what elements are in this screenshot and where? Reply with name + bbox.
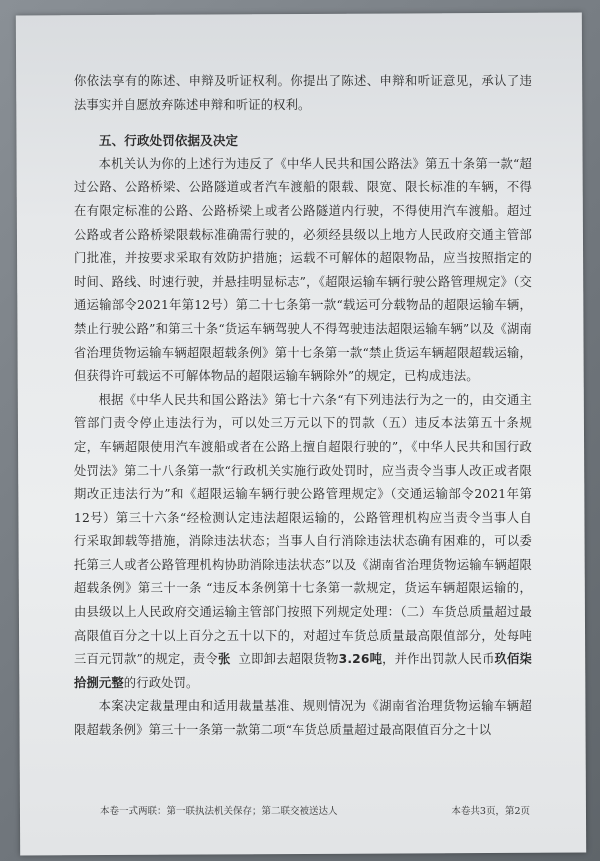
page-footer bbox=[100, 803, 530, 817]
document-body bbox=[74, 70, 532, 743]
penalty-basis-text: 根据《中华人民共和国公路法》第七十六条“有下列违法行为之一的，由交通主管部门责令停止违法行为，可以处三万元以下的罚款（五）违反本法第五十条规定，车辆超限使用汽车渡船或者在公路上擅自超限行驶的”，《中华人民共和国行政处罚法》第二十八条第一款“行政机关实施行政处罚时，应当责令当事人改正或者限期改正违法行为”和《超限运输车辆行驶公路管理规定》（交通运输部令2021年第12号）第三十六条“经检测认定违法超限运输的，公路管理机构应当责令当事人自行采取卸载等措施，消除违法状态；当事人自行消除违法状态确有困难的，可以委托第三人或者公路管理机构协助消除违法状态”以及《湖南省治理货物运输车辆超限超载条例》第三十一条 “违反本条例第十七条第一款规定，货运车辆超限运输的，由县级以上人民政府交通运输主管部门按照下列规定处理：（二）车货总质量超过最高限值百分之十以上百分之五十以下的，对超过车货总质量最高限值部分，处每吨三百元罚款”的规定，责令 bbox=[74, 392, 532, 667]
penalty-fine-text: ，并作出罚款人民币 bbox=[382, 652, 495, 667]
fine-amount: 玖佰柒拾捌元整 bbox=[74, 652, 532, 690]
overload-weight: 3.26吨 bbox=[338, 652, 383, 667]
party-name: 张 bbox=[217, 652, 231, 667]
footer-copies-note: 本卷一式两联：第一联执法机关保存；第二联交被送达人 bbox=[100, 806, 338, 817]
continuation-paragraph: 你依法享有的陈述、申辩及听证权利。你提出了陈述、申辩和听证意见，承认了违法事实并自愿放弃陈述申辩和听证的权利。 bbox=[74, 74, 532, 112]
penalty-end-text: 的行政处罚。 bbox=[123, 675, 199, 690]
violation-paragraph: 本机关认为你的上述行为违反了《中华人民共和国公路法》第五十条第一款“超过公路、公路桥梁、公路隧道或者汽车渡船的限载、限宽、限长标准的车辆，不得在有限定标准的公路、公路桥梁上或者公路隧道内行驶，不得使用汽车渡船。超过公路或者公路桥梁限载标准确需行驶的，必须经县级以上地方人民政府交通主管部门批准，并按要求采取有效防护措施；运载不可解体的超限物品，应当按照指定的时间、路线、时速行驶，并悬挂明显标志”，《超限运输车辆行驶公路管理规定》（交通运输部令2021年第12号）第二十七条第一款“载运可分载物品的超限运输车辆，禁止行驶公路”和第三十条“货运车辆驾驶人不得驾驶违法超限运输车辆”以及《湖南省治理货物运输车辆超限超载条例》第十七条第一款“禁止货运车辆超限超载运输，但获得许可载运不可解体物品的超限运输车辆除外”的规定，已构成违法。 bbox=[74, 156, 532, 384]
discretion-paragraph: 本案决定裁量理由和适用裁量基准、规则情况为《湖南省治理货物运输车辆超限超载条例》第三十一条第一款第二项“车货总质量超过最高限值百分之十以 bbox=[74, 699, 532, 738]
footer-page-number: 本卷共3页，第2页 bbox=[451, 806, 530, 817]
penalty-order-text: 立即卸去超限货物 bbox=[238, 652, 339, 667]
section-heading: 五、行政处罚依据及决定 bbox=[99, 133, 239, 149]
penalty-basis-paragraph bbox=[74, 389, 532, 696]
